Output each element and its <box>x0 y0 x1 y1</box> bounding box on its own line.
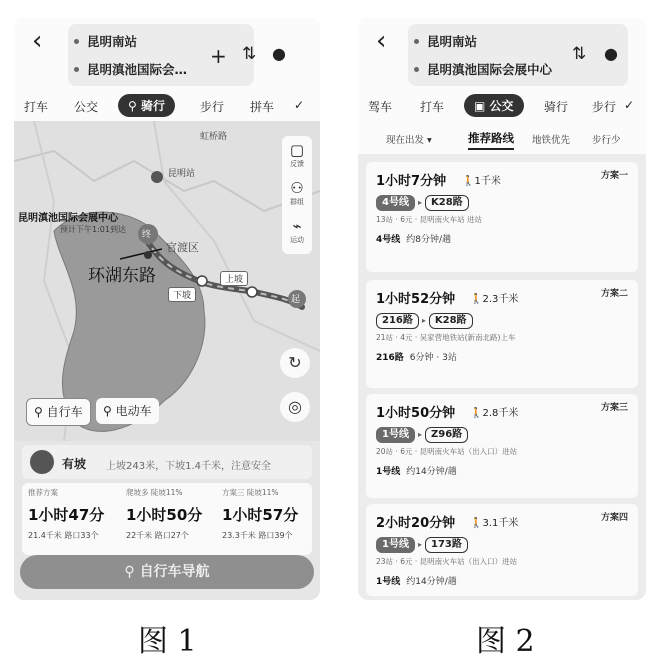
more-modes-icon[interactable]: ✓ <box>294 98 305 112</box>
walk-distance: 3.1千米 <box>482 518 519 529</box>
arrow-icon: ▸ <box>417 198 422 207</box>
route-search-box[interactable] <box>408 24 628 86</box>
route-map[interactable] <box>14 121 320 441</box>
plan-time: 1小时57分 <box>222 506 299 524</box>
handwritten-road-label: 环湖东路 <box>88 266 156 286</box>
route-duration: 2小时20分钟 <box>376 516 456 531</box>
plan-time: 1小时47分 <box>28 506 105 524</box>
tab-subway-first[interactable]: 地铁优先 <box>532 135 571 146</box>
walk-icon: 🚶 <box>470 408 483 419</box>
line-badge: K28路 <box>425 195 469 211</box>
map-label-station: 昆明站 <box>168 169 196 179</box>
line-badge: 216路 <box>376 313 419 329</box>
tab-recommended[interactable]: 推荐路线 <box>468 130 514 150</box>
bicycle-navigation-button[interactable]: ⚲ 自行车导航 <box>20 555 314 589</box>
tab-bus-label: 公交 <box>489 99 514 113</box>
walk-distance: 1千米 <box>474 176 501 187</box>
sport-tool[interactable] <box>282 218 312 245</box>
route-card-1[interactable] <box>366 162 638 272</box>
locate-me-icon[interactable]: ◎ <box>280 392 310 422</box>
add-waypoint-icon[interactable]: + <box>210 44 227 68</box>
line-badge: 173路 <box>425 537 468 553</box>
figure2-screen <box>358 18 646 600</box>
arrow-icon: ▸ <box>421 316 426 325</box>
route-card-2[interactable] <box>366 280 638 388</box>
route-info: 23站 · 6元 · 昆明南火车站（出入口）进站 <box>376 557 518 566</box>
refresh-route-icon[interactable]: ↻ <box>280 348 310 378</box>
vehicle-ebike-label: 电动车 <box>115 404 152 418</box>
arrow-icon: ▸ <box>417 540 422 549</box>
end-marker: 终 <box>142 230 152 240</box>
mountain-icon <box>30 450 54 474</box>
route-info: 13站 · 6元 · 昆明南火车站 进站 <box>376 215 483 224</box>
frequency-line: 216路 <box>376 353 404 363</box>
tab-cycling-label: 骑行 <box>140 99 165 113</box>
microphone-icon[interactable]: ● <box>604 44 618 63</box>
venue-label: 昆明滇池国际会展中心 <box>18 213 118 224</box>
tab-taxi[interactable]: 打车 <box>24 100 49 114</box>
frequency-value: 约14分钟/趟 <box>406 467 457 477</box>
swap-icon[interactable]: ⇅ <box>572 44 587 64</box>
route-duration: 1小时50分钟 <box>376 406 456 421</box>
tab-walk[interactable]: 步行 <box>200 100 225 114</box>
walk-icon: 🚶 <box>470 294 483 305</box>
route-info: 20站 · 6元 · 昆明南火车站（出入口）进站 <box>376 447 518 456</box>
walk-distance: 2.8千米 <box>482 408 519 419</box>
route-lines <box>376 424 468 440</box>
figure1-header <box>14 18 320 121</box>
plan-distance: 22千米 路口27个 <box>126 531 189 540</box>
figure1-screen <box>14 18 320 600</box>
route-walk <box>470 404 518 419</box>
plan-label: 推荐方案 <box>28 488 58 497</box>
plan-label: 方案四 <box>600 513 628 523</box>
map-canvas <box>14 121 320 441</box>
walk-icon: 🚶 <box>470 518 483 529</box>
route-frequency <box>376 574 457 587</box>
swap-icon[interactable]: ⇅ <box>242 44 257 64</box>
route-frequency <box>376 232 451 245</box>
tab-cycling[interactable]: 骑行 <box>544 100 569 114</box>
route-duration: 1小时52分钟 <box>376 292 456 307</box>
shoe-icon: ⌁ <box>292 217 302 235</box>
group-icon: ⚇ <box>290 179 304 197</box>
back-icon[interactable]: ‹ <box>32 26 43 56</box>
walk-icon: 🚶 <box>462 176 475 187</box>
route-frequency <box>376 464 457 477</box>
route-lines <box>376 192 469 208</box>
cycling-plans <box>22 483 312 555</box>
origin-field[interactable]: 昆明南站 <box>68 32 137 50</box>
sport-label: 运动 <box>290 236 304 244</box>
start-marker: 起 <box>291 295 301 305</box>
feedback-label: 反馈 <box>290 160 304 168</box>
plan-label: 方案一 <box>600 171 628 181</box>
back-icon[interactable]: ‹ <box>376 26 387 56</box>
tab-less-walking[interactable]: 步行少 <box>592 135 621 146</box>
tab-walk[interactable]: 步行 <box>592 100 617 114</box>
map-label-district: 官渡区 <box>166 241 199 254</box>
walk-distance: 2.3千米 <box>482 294 519 305</box>
vehicle-bicycle-button[interactable]: ⚲ 自行车 <box>26 398 91 426</box>
line-badge: 1号线 <box>376 427 415 443</box>
tab-bus[interactable]: 公交 <box>74 100 99 114</box>
vehicle-bicycle-label: 自行车 <box>46 405 83 419</box>
line-badge: Z96路 <box>425 427 468 443</box>
plan-card-1[interactable] <box>28 487 122 541</box>
tab-drive[interactable]: 驾车 <box>368 100 393 114</box>
figure2-caption: 图 2 <box>476 624 535 659</box>
frequency-line: 4号线 <box>376 235 401 245</box>
uphill-tag: 上坡 <box>220 271 248 286</box>
frequency-line: 1号线 <box>376 467 401 477</box>
group-label: 群组 <box>290 198 304 206</box>
frequency-line: 1号线 <box>376 577 401 587</box>
line-badge: 1号线 <box>376 537 415 553</box>
route-info: 21站 · 4元 · 吴家营地铁站(新南北路)上车 <box>376 333 516 342</box>
group-tool[interactable] <box>282 180 312 207</box>
route-walk <box>470 514 518 529</box>
plan-label: 方案三 <box>600 403 628 413</box>
frequency-value: 约8分钟/趟 <box>406 235 452 245</box>
depart-time-label: 现在出发 <box>386 135 425 146</box>
route-card-4[interactable] <box>366 504 638 596</box>
plan-label: 爬坡多 陡坡11% <box>126 488 183 497</box>
microphone-icon[interactable]: ● <box>272 44 286 63</box>
plan-label: 方案三 陡坡11% <box>222 488 279 497</box>
slope-info-bar[interactable] <box>22 445 312 479</box>
map-label-road: 虹桥路 <box>200 132 228 142</box>
more-modes-icon[interactable]: ✓ <box>624 98 635 112</box>
route-card-3[interactable] <box>366 394 638 498</box>
feedback-icon: ▢ <box>289 141 305 159</box>
navigation-label: 自行车导航 <box>139 564 210 580</box>
route-walk <box>462 172 501 187</box>
destination-field[interactable]: 昆明滇池国际会… <box>68 60 187 78</box>
plan-card-2[interactable] <box>126 487 220 541</box>
route-lines <box>376 310 473 326</box>
destination-field[interactable]: 昆明滇池国际会展中心 <box>408 60 552 78</box>
route-walk <box>470 290 518 305</box>
route-duration: 1小时7分钟 <box>376 174 447 189</box>
tab-carpool[interactable]: 拼车 <box>250 100 275 114</box>
frequency-value: 6分钟 · 3站 <box>409 353 457 363</box>
plan-distance: 21.4千米 路口33个 <box>28 531 99 540</box>
vehicle-ebike-button[interactable]: ⚲ 电动车 <box>96 398 159 424</box>
map-side-toolbar <box>282 136 312 254</box>
plan-card-3[interactable] <box>222 487 316 541</box>
route-frequency <box>376 350 457 363</box>
figure1-caption: 图 1 <box>138 624 197 659</box>
plan-distance: 23.3千米 路口39个 <box>222 531 293 540</box>
slope-title: 有坡 <box>62 457 87 471</box>
downhill-tag: 下坡 <box>168 287 196 302</box>
feedback-tool[interactable] <box>282 142 312 169</box>
tab-taxi[interactable]: 打车 <box>420 100 445 114</box>
arrow-icon: ▸ <box>417 430 422 439</box>
line-badge: K28路 <box>429 313 473 329</box>
origin-field[interactable]: 昆明南站 <box>408 32 477 50</box>
route-lines <box>376 534 468 550</box>
line-badge: 4号线 <box>376 195 415 211</box>
eta-label: 预计下午1:01到达 <box>60 225 126 234</box>
figure2-header <box>358 18 646 154</box>
tab-cycling[interactable]: ⚲ 骑行 <box>118 94 175 117</box>
plan-label: 方案二 <box>600 289 628 299</box>
frequency-value: 约14分钟/趟 <box>406 577 457 587</box>
depart-time-dropdown[interactable]: 现在出发 ▾ <box>386 135 432 146</box>
plan-time: 1小时50分 <box>126 506 203 524</box>
slope-detail: 上坡243米，下坡1.4千米，注意安全 <box>106 461 271 472</box>
tab-bus[interactable]: ▣ 公交 <box>464 94 524 117</box>
